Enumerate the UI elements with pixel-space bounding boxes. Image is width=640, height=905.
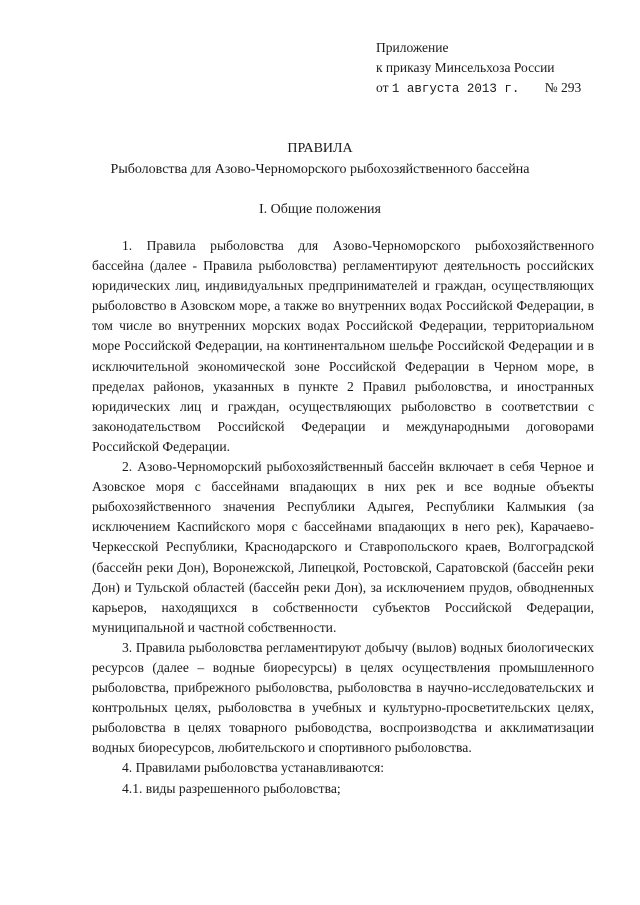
section-title: I. Общие положения bbox=[259, 202, 381, 217]
paragraph-3: 3. Правила рыболовства регламентируют добычу (вылов) водных биологических ресурсов (далее – водные биоресурсы) в целях осуществления промышленного рыболовства, прибрежного рыболовства, рыболовства в научно-исследовательских и контрольных целях, рыболовства в учебных и культурно-просветительских целях, рыболовства в целях товарного рыбоводства, воспроизводства и акклиматизации водных биоресурсов, любительского и спортивного рыболовства. bbox=[92, 639, 594, 756]
annex-date-line bbox=[376, 78, 581, 99]
annex-block bbox=[376, 38, 581, 99]
document-title: ПРАВИЛА bbox=[287, 141, 353, 156]
annex-order-ref: к приказу Минсельхоза России bbox=[376, 60, 555, 75]
annex-date: 1 августа 2013 г. bbox=[391, 82, 520, 96]
paragraph-4-1: 4.1. виды разрешенного рыболовства; bbox=[122, 780, 341, 796]
paragraph-2: 2. Азово-Черноморский рыбохозяйственный бассейн включает в себя Черное и Азовское моря с бассейнами впадающих в них рек и все водные объекты рыбохозяйственного значения Республики Адыгея, Республики Калмыкия (за исключением Каспийского моря с бассейнами впадающих в него рек), Карачаево-Черкесской Республики, Краснодарского и Ставропольского краев, Волгоградской (бассейн реки Дон), Воронежской, Липецкой, Ростовской, Саратовской (бассейн реки Дон) и Тульской областей (бассейн реки Дон), за исключением прудов, обводненных карьеров, находящихся в собственности субъектов Российской Федерации, муниципальной и частной собственности. bbox=[92, 459, 594, 635]
annex-date-prefix: от bbox=[376, 80, 389, 95]
annex-label: Приложение bbox=[376, 40, 449, 55]
paragraph-4: 4. Правилами рыболовства устанавливаются: bbox=[122, 760, 385, 776]
annex-number: № 293 bbox=[544, 80, 582, 95]
document-body bbox=[92, 236, 594, 799]
paragraph-1: 1. Правила рыболовства для Азово-Черноморского рыбохозяйственного бассейна (далее - Правила рыболовства) регламентируют деятельность российских юридических лиц, индивидуальных предпринимателей и граждан, осуществляющих рыболовство в Азовском море, а также во внутренних водах Российской Федерации, в том числе во внутренних морских водах Российской Федерации, территориальном море Российской Федерации, на континентальном шельфе Российской Федерации и в исключительной экономической зоне Российской Федерации в Черном море, в пределах районов, указанных в пункте 2 Правил рыболовства, и иностранных юридических лиц и граждан, осуществляющих рыболовство в соответствии с законодательством Российской Федерации и международными договорами Российской Федерации. bbox=[92, 238, 594, 454]
document-subtitle: Рыболовства для Азово-Черноморского рыбохозяйственного бассейна bbox=[110, 162, 530, 177]
